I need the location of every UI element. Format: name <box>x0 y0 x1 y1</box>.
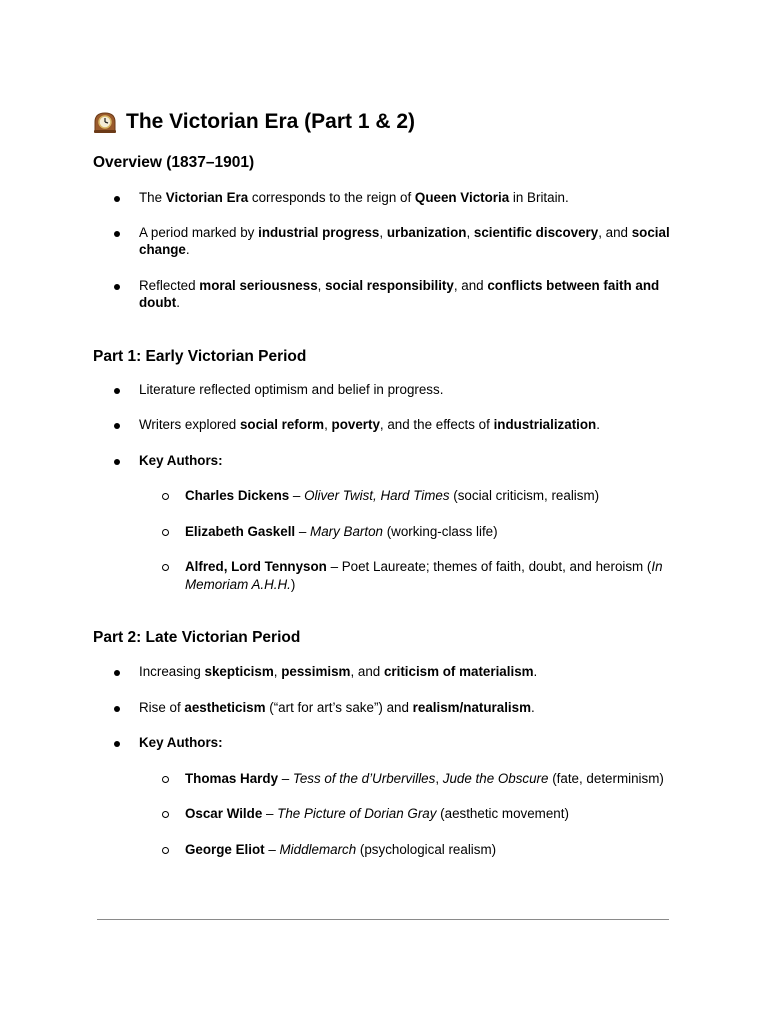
list-item <box>93 699 683 717</box>
plain-text: Rise of <box>139 699 185 715</box>
bold-text: Queen Victoria <box>414 190 510 205</box>
plain-text: , <box>273 664 282 679</box>
list-item-text <box>139 382 443 397</box>
plain-text: . <box>185 242 190 257</box>
plain-text: . <box>531 699 535 715</box>
bold-text: realism/naturalism <box>412 699 531 715</box>
list-item-text <box>139 225 670 258</box>
list-item-text <box>139 417 600 432</box>
list-item <box>93 452 683 470</box>
plain-text: Reflected <box>139 277 200 293</box>
plain-text: . <box>533 664 538 679</box>
bold-text: social reform <box>239 417 325 432</box>
plain-text: (aesthetic movement) <box>436 806 569 821</box>
bold-text: criticism of materialism <box>383 664 534 679</box>
plain-text: (working-class life) <box>382 523 498 539</box>
list-item-text <box>139 278 659 311</box>
bullet-icon <box>114 284 120 290</box>
plain-text: Writers explored <box>139 417 240 432</box>
bullet-icon <box>114 196 120 202</box>
bullet-icon <box>114 388 120 394</box>
bullet-icon <box>114 741 120 747</box>
italic-text: In Memoriam A.H.H. <box>185 559 663 592</box>
plain-text: – <box>262 806 278 821</box>
part2-authors-list <box>93 770 683 859</box>
plain-text: – <box>264 841 280 857</box>
document-page <box>93 108 683 858</box>
hollow-bullet-icon <box>162 847 169 854</box>
page-title <box>93 108 683 136</box>
bold-text: urbanization <box>386 224 467 240</box>
italic-text: Middlemarch <box>279 841 357 857</box>
bullet-icon <box>114 670 120 676</box>
plain-text: . <box>596 417 600 432</box>
plain-text: , <box>317 277 326 293</box>
plain-text: , <box>435 770 443 786</box>
italic-text: Mary Barton <box>310 523 383 539</box>
list-item <box>93 277 683 312</box>
part1-list <box>93 381 683 470</box>
part2-heading: Part 2: Late Victorian Period <box>93 629 301 646</box>
list-item-text <box>139 735 223 750</box>
plain-text: – Poet Laureate; themes of faith, doubt, and heroism ( <box>326 559 652 574</box>
bold-text: moral seriousness <box>199 277 318 293</box>
overview-list <box>93 189 683 312</box>
list-item <box>93 841 683 859</box>
plain-text: A period marked by <box>139 224 259 240</box>
bullet-icon <box>114 423 120 429</box>
bullet-icon <box>114 231 120 237</box>
bold-text: scientific discovery <box>473 224 599 240</box>
list-item <box>93 381 683 399</box>
list-item-text <box>185 524 498 539</box>
list-item-text <box>185 559 663 592</box>
plain-text: (social criticism, realism) <box>449 488 600 503</box>
plain-text: , <box>324 417 332 432</box>
part2-list <box>93 663 683 752</box>
bold-text: Victorian Era <box>165 190 249 205</box>
list-item-text <box>185 842 496 857</box>
plain-text: – <box>278 770 293 786</box>
bold-text: aestheticism <box>184 699 266 715</box>
italic-text: Tess of the d’Urbervilles <box>292 770 436 786</box>
hollow-bullet-icon <box>162 811 169 818</box>
part1-heading: Part 1: Early Victorian Period <box>93 347 307 365</box>
plain-text: , and <box>350 664 384 679</box>
plain-text: – <box>295 523 311 539</box>
list-item <box>93 770 683 788</box>
list-item-text <box>139 700 535 715</box>
plain-text: – <box>289 488 305 503</box>
list-item <box>93 189 683 207</box>
plain-text: in Britain. <box>509 190 569 205</box>
plain-text: , and <box>598 224 632 240</box>
list-item-text <box>139 664 537 679</box>
list-item <box>93 523 683 541</box>
bold-text: social change <box>139 224 670 257</box>
list-item <box>93 416 683 434</box>
hollow-bullet-icon <box>162 529 169 536</box>
bold-text: social responsibility <box>325 277 454 293</box>
overview-heading: Overview (1837–1901) <box>93 154 255 171</box>
bold-text: poverty <box>331 417 380 432</box>
italic-text: Jude the Obscure <box>442 770 549 786</box>
mantelpiece-clock-icon <box>93 111 117 133</box>
bold-text: Thomas Hardy <box>185 770 279 786</box>
bold-text: Oscar Wilde <box>185 806 263 821</box>
part1-authors-list <box>93 487 683 593</box>
list-item <box>93 663 683 681</box>
plain-text: , <box>379 224 387 240</box>
plain-text: ) <box>290 576 296 592</box>
plain-text: , <box>466 224 474 240</box>
plain-text: , and <box>453 277 488 293</box>
bold-text: Key Authors: <box>139 452 223 468</box>
bold-text: Alfred, Lord Tennyson <box>185 559 327 574</box>
page-title-text: The Victorian Era (Part 1 & 2) <box>126 110 416 133</box>
bold-text: Charles Dickens <box>185 488 290 503</box>
list-item <box>93 487 683 505</box>
bold-text: Elizabeth Gaskell <box>185 523 296 539</box>
plain-text: (psychological realism) <box>356 841 497 857</box>
plain-text: Literature reflected optimism and belief in progress. <box>139 381 444 397</box>
plain-text: , and the effects of <box>379 417 494 432</box>
list-item <box>93 558 683 593</box>
italic-text: The Picture of Dorian Gray <box>277 806 437 821</box>
bullet-icon <box>114 706 120 712</box>
list-item-text <box>139 453 223 468</box>
bold-text: industrial progress <box>258 224 380 240</box>
bullet-icon <box>114 459 120 465</box>
hollow-bullet-icon <box>162 493 169 500</box>
plain-text: Increasing <box>139 664 205 679</box>
hollow-bullet-icon <box>162 564 169 571</box>
plain-text: The <box>139 190 166 205</box>
list-item <box>93 805 683 823</box>
bold-text: pessimism <box>281 664 351 679</box>
italic-text: Oliver Twist, Hard Times <box>304 488 450 503</box>
plain-text: . <box>176 295 180 310</box>
plain-text: (“art for art’s sake”) and <box>265 699 413 715</box>
plain-text: corresponds to the reign of <box>248 190 415 205</box>
bold-text: George Eliot <box>185 841 265 857</box>
bold-text: Key Authors: <box>139 735 223 750</box>
list-item <box>93 224 683 259</box>
list-item-text <box>185 488 599 503</box>
list-item-text <box>185 771 664 786</box>
hollow-bullet-icon <box>162 776 169 783</box>
bold-text: conflicts between faith and doubt <box>139 277 660 310</box>
bold-text: industrialization <box>493 417 597 432</box>
list-item-text <box>185 806 569 821</box>
bold-text: skepticism <box>204 664 274 679</box>
list-item <box>93 734 683 752</box>
plain-text: (fate, determinism) <box>548 770 664 786</box>
horizontal-rule <box>97 919 669 920</box>
list-item-text <box>139 190 569 205</box>
